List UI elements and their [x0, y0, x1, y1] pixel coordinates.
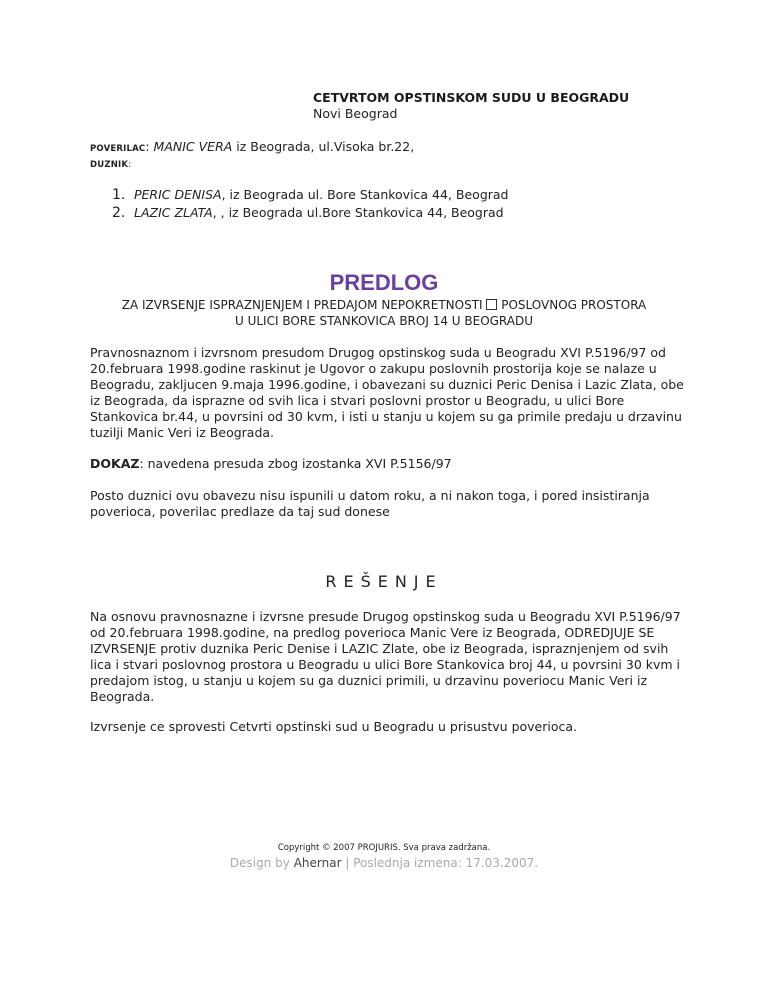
copyright-notice: Copyright © 2007 PROJURIS. Sva prava zadržana.	[277, 843, 491, 853]
box-icon	[486, 299, 497, 310]
design-credits: Design by Ahernar | Poslednja izmena: 17.03.2007.	[229, 856, 539, 870]
document-title: PREDLOG	[329, 270, 439, 295]
creditor-name: MANIC VERA	[153, 139, 233, 154]
paragraph-evidence: DOKAZ: navedena presuda zbog izostanka XVI P.5156/97	[90, 456, 452, 471]
paragraph-execution: Izvrsenje ce sprovesti Cetvrti opstinski sud u Beogradu u prisustvu poverioca.	[90, 719, 578, 734]
debtor-label: DUZNIK	[90, 160, 129, 170]
paragraph-request: Posto duznici ovu obavezu nisu ispunili u datom roku, a ni nakon toga, i pored insistiranja poverioca, poverilac predlaze da taj sud donese	[90, 488, 650, 519]
creditor-label: POVERILAC	[90, 144, 146, 154]
list-item: 2. LAZIC ZLATA, , iz Beograda ul.Bore Stankovica 44, Beograd	[112, 205, 504, 221]
court-name: CETVRTOM OPSTINSKOM SUDU U BEOGRADU	[313, 90, 630, 105]
paragraph-decision: Na osnovu pravnosnazne i izvrsne presude Drugog opstinskog suda u Beogradu XVI P.5196/97 od 20.februara 1998.godine, na predlog poverioca Manic Vere iz Beograda, ODREDJUJE SE IZVRSENJE protiv duznika Peric Denise i LAZIC Zlate, obe iz Beograda, ispraznjenjem od svih lica i stvari poslovnog prostora u Beogradu u ulici Bore Stankovica broj 44, u povrsini 30 kvm i predajom istog, u stanju u kojem su ga duznici primili, u drzavinu poveriocu Manic Veri iz Beograda.	[90, 609, 681, 704]
debtor-address: , , iz Beograda ul.Bore Stankovica 44, Beograd	[212, 205, 504, 220]
list-item: 1. PERIC DENISA, iz Beograda ul. Bore Stankovica 44, Beograd	[112, 187, 509, 203]
debtor-address: , iz Beograda ul. Bore Stankovica 44, Beograd	[221, 187, 509, 202]
document-subtitle: ZA IZVRSENJE ISPRAZNJENJEM I PREDAJOM NEPOKRETNOSTI POSLOVNOG PROSTORA U ULICI BORE STANKOVICA BROJ 14 U BEOGRADU	[121, 298, 647, 328]
debtor-name: PERIC DENISA	[134, 187, 222, 202]
debtor-list	[112, 186, 509, 222]
court-city: Novi Beograd	[313, 106, 398, 121]
paragraph-judgment: Pravnosnaznom i izvrsnom presudom Drugog opstinskog suda u Beogradu XVI P.5196/97 od 20.februara 1998.godine raskinut je Ugovor o zakupu poslovnih prostorija koje se nalaze u Beogradu, zakljucen 9.maja 1996.godine, i obavezani su duznici Peric Denisa i Lazic Zlata, obe iz Beograda, da isprazne od svih lica i stvari poslovni prostor u Beogradu, u ulici Bore Stankovica br.44, u povrsini od 30 kvm, i isti u stanju u kojem su ga primile predaju u drzavinu tuzilji Manic Veri iz Beograda.	[90, 345, 684, 440]
evidence-label: DOKAZ	[90, 456, 140, 471]
creditor-row: POVERILAC: MANIC VERA iz Beograda, ul.Visoka br.22,	[90, 139, 415, 154]
debtor-name: LAZIC ZLATA	[134, 205, 213, 220]
debtor-row: DUZNIK:	[90, 160, 132, 170]
decision-heading: REŠENJE	[325, 572, 443, 591]
author-link[interactable]: Ahernar	[293, 856, 342, 870]
creditor-address: iz Beograda, ul.Visoka br.22,	[232, 139, 415, 154]
